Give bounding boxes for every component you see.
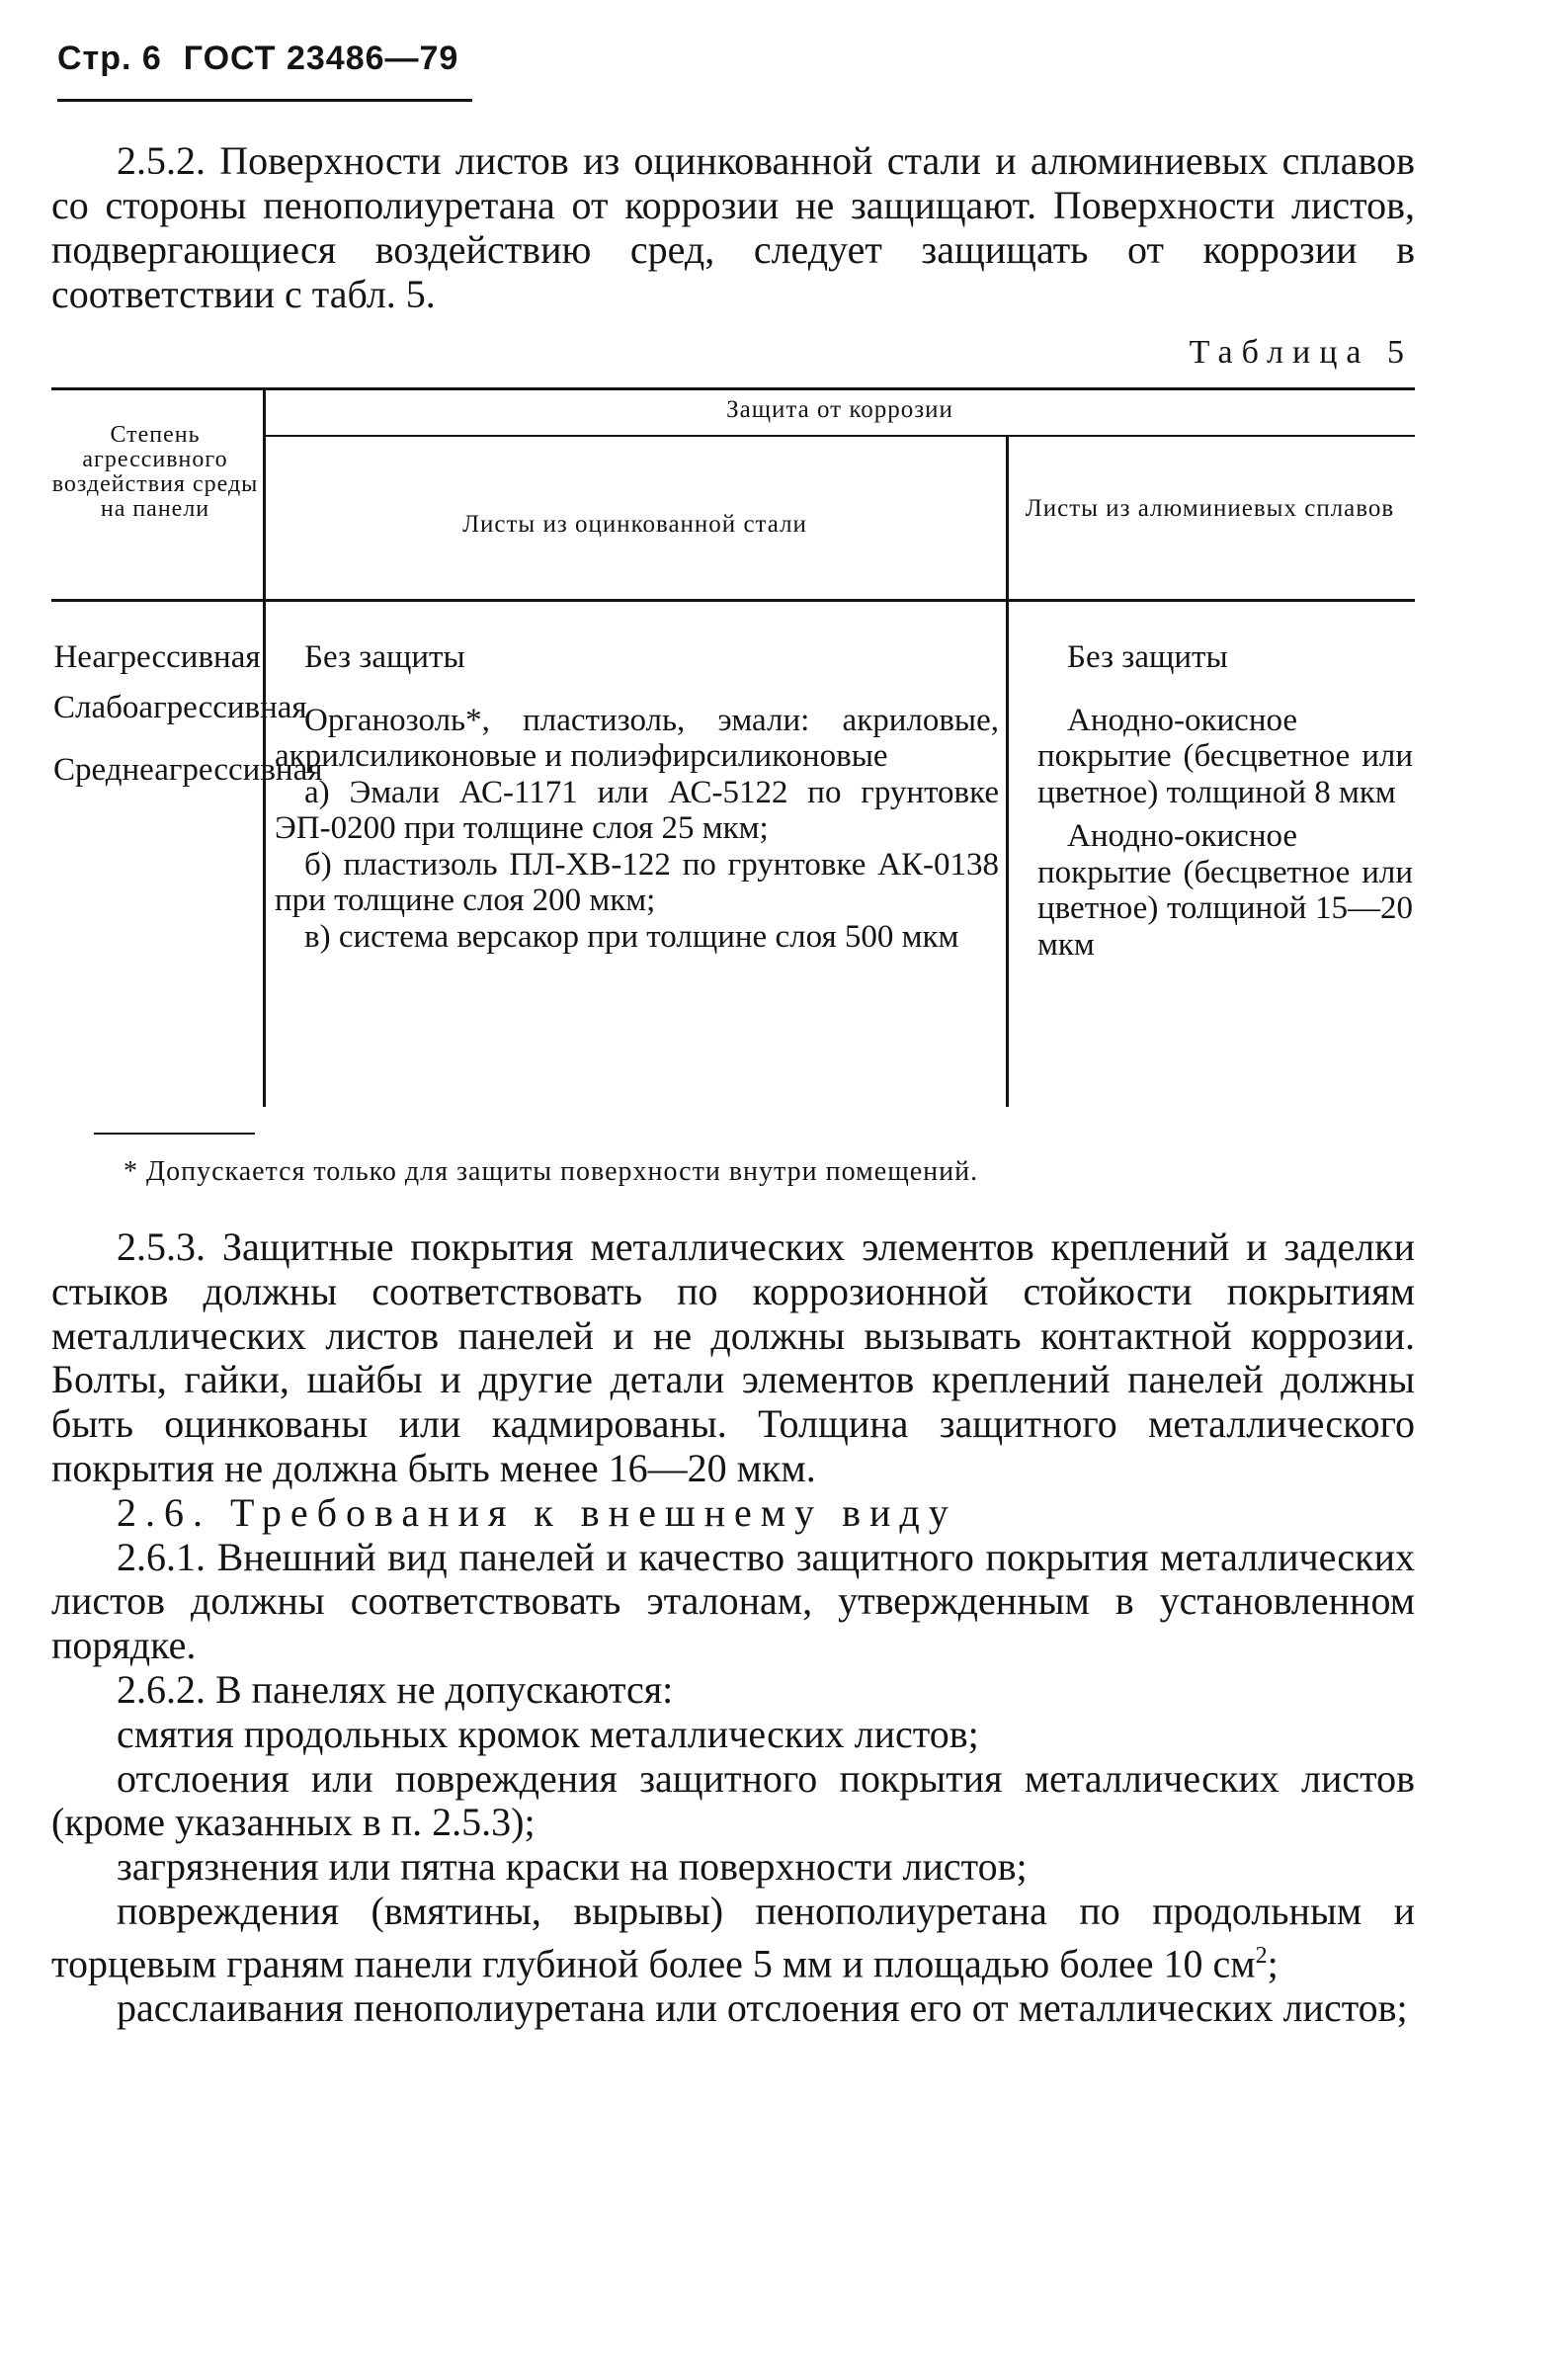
paragraph-2-5-2: 2.5.2. Поверхности листов из оцинкованной стали и алюминиевых сплавов со стороны пенополиуретана от коррозии не защищают. Поверхности листов, подвергающиеся воздействию сред, следует защищать от коррозии в соответствии с табл. 5. <box>51 138 1415 316</box>
standard-code: ГОСТ 23486—79 <box>183 40 459 77</box>
defect-item: смятия продольных кромок металлических листов; <box>117 1711 979 1756</box>
aluminium-non-aggressive: Без защиты <box>1067 639 1228 675</box>
degree-weakly-aggressive: Слабоагрессивная <box>53 689 307 725</box>
superscript-2: 2 <box>1255 1942 1268 1969</box>
table-divider-2 <box>1006 437 1009 1107</box>
paragraph-2-5-3: 2.5.3. Защитные покрытия металлических элементов креплений и заделки стыков должны соответствовать по коррозионной стойкости покрытиям металлических листов панелей и не должны вызывать контактной коррозии. Болты, гайки, шайбы и другие детали элементов креплений панелей должны быть оцинкованы или кадмированы. Толщина защитного металлического покрытия не должна быть менее 16—20 мкм. <box>51 1224 1415 1490</box>
header-degree: Степень агрессивного воздействия среды на панели <box>51 422 259 522</box>
page-header <box>57 40 480 78</box>
steel-item-c: в) система версакор при толщине слоя 500 мкм <box>304 918 959 955</box>
aluminium-column <box>1037 639 1413 963</box>
table-divider-1 <box>263 389 266 1107</box>
defect-item: расслаивания пенополиуретана или отслоения его от металлических листов; <box>117 1984 1408 2030</box>
section-2-6-heading: 2.6. Требования к внешнему виду <box>117 1489 957 1535</box>
degree-medium-aggressive: Среднеагрессивная <box>53 752 323 788</box>
degree-non-aggressive: Неагрессивная <box>53 639 261 675</box>
header-aluminium: Листы из алюминиевых сплавов <box>1025 495 1395 522</box>
header-rule <box>57 99 472 102</box>
defect-item: отслоения или повреждения защитного покрытия металлических листов (кроме указанных в п. 2.5.3); <box>51 1755 1415 1845</box>
table-header-rule <box>51 599 1415 602</box>
defect-item: загрязнения или пятна краски на поверхности листов; <box>117 1844 1028 1890</box>
lower-text-block <box>51 1225 1415 2031</box>
footnote-rule <box>94 1133 255 1135</box>
group-header-rule <box>265 435 1415 437</box>
paragraph-2-6-1: 2.6.1. Внешний вид панелей и качество защитного покрытия металлических листов должны соответствовать эталонам, утвержденным в установленном порядке. <box>51 1534 1415 1668</box>
paragraph-2-6-2: 2.6.2. В панелях не допускаются: <box>117 1666 674 1712</box>
aluminium-medium-aggressive: Анодно-окисное покрытие (бесцветное или цветное) толщиной 15—20 мкм <box>1037 818 1413 963</box>
steel-weakly-aggressive: Органозоль*, пластизоль, эмали: акриловые, акрилсиликоновые и полиэфирсиликоновые <box>275 702 999 774</box>
steel-item-b: б) пластизоль ПЛ-ХВ-122 по грунтовке АК-0138 при толщине слоя 200 мкм; <box>275 846 999 918</box>
paragraph-2-5-2-block <box>51 138 1415 316</box>
aluminium-weakly-aggressive: Анодно-окисное покрытие (бесцветное или цветное) толщиной 8 мкм <box>1037 702 1413 810</box>
table-top-rule <box>51 387 1415 390</box>
table-footnote: * Допускается только для защиты поверхности внутри помещений. <box>124 1156 979 1187</box>
steel-column <box>275 639 999 955</box>
header-protection-group: Защита от коррозии <box>726 396 953 423</box>
page-number: Стр. 6 <box>57 40 162 77</box>
header-steel: Листы из оцинкованной стали <box>462 511 807 538</box>
degree-column <box>53 639 323 789</box>
defect-item-damage: повреждения (вмятины, вырывы) пенополиуретана по продольным и торцевым граням панели глубиной более 5 мм и площадью более 10 $см^2$; <box>51 1888 1415 1986</box>
table-title: Таблица 5 <box>1189 334 1413 371</box>
steel-non-aggressive: Без защиты <box>304 639 465 675</box>
steel-item-a: а) Эмали АС-1171 или АС-5122 по грунтовке ЭП-0200 при толщине слоя 25 мкм; <box>275 774 999 846</box>
